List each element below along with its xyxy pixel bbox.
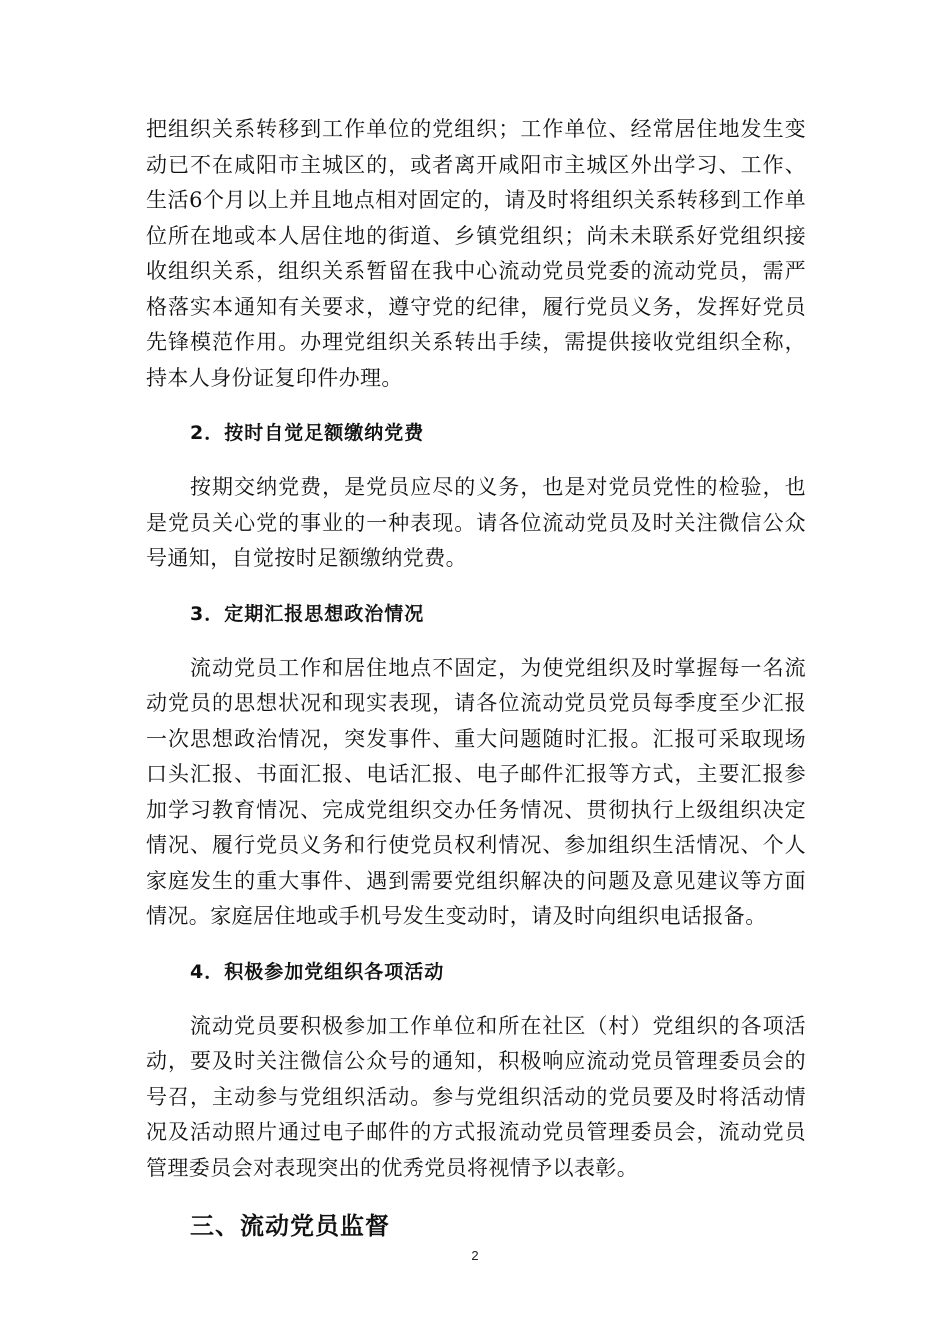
heading-party-dues: 2．按时自觉足额缴纳党费 (190, 422, 425, 444)
paragraph-party-activities: 流动党员要积极参加工作单位和所在社区（村）党组织的各项活动，要及时关注微信公众号的通知，积极响应流动党员管理委员会的号召，主动参与党组织活动。参与党组织活动的党员要及时将活动情况及活动照片通过电子邮件的方式报流动党员管理委员会，流动党员管理委员会对表现突出的优秀党员将视情予以表彰。 (146, 1013, 806, 1180)
heading-ideological-report: 3．定期汇报思想政治情况 (190, 602, 425, 625)
section-title-supervision: 三、流动党员监督 (190, 1212, 390, 1240)
paragraph-ideological-report: 流动党员工作和居住地点不固定，为使党组织及时掌握每一名流动党员的思想状况和现实表现，请各位流动党员党员每季度至少汇报一次思想政治情况，突发事件、重大问题随时汇报。汇报可采取现场口头汇报、书面汇报、电话汇报、电子邮件汇报等方式，主要汇报参加学习教育情况、完成党组织交办任务情况、贯彻执行上级组织决定情况、履行党员义务和行使党员权利情况、参加组织生活情况、个人家庭发生的重大事件、遇到需要党组织解决的问题及意见建议等方面情况。家庭居住地或手机号发生变动时，请及时向组织电话报备。 (146, 655, 806, 928)
page-number: 2 (471, 1248, 479, 1263)
paragraph-organization-transfer: 把组织关系转移到工作单位的党组织；工作单位、经常居住地发生变动已不在咸阳市主城区的，或者离开咸阳市主城区外出学习、工作、生活6个月以上并且地点相对固定的，请及时将组织关系转移到工作单位所在地或本人居住地的街道、乡镇党组织；尚未未联系好党组织接收组织关系，组织关系暂留在我中心流动党员党委的流动党员，需严格落实本通知有关要求，遵守党的纪律，履行党员义务，发挥好党员先锋模范作用。办理党组织关系转出手续，需提供接收党组织全称，持本人身份证复印件办理。 (146, 117, 806, 390)
document-page (146, 112, 806, 1244)
paragraph-party-dues: 按期交纳党费，是党员应尽的义务，也是对党员党性的检验，也是党员关心党的事业的一种表现。请各位流动党员及时关注微信公众号通知，自觉按时足额缴纳党费。 (146, 475, 806, 570)
heading-party-activities: 4．积极参加党组织各项活动 (190, 960, 445, 983)
